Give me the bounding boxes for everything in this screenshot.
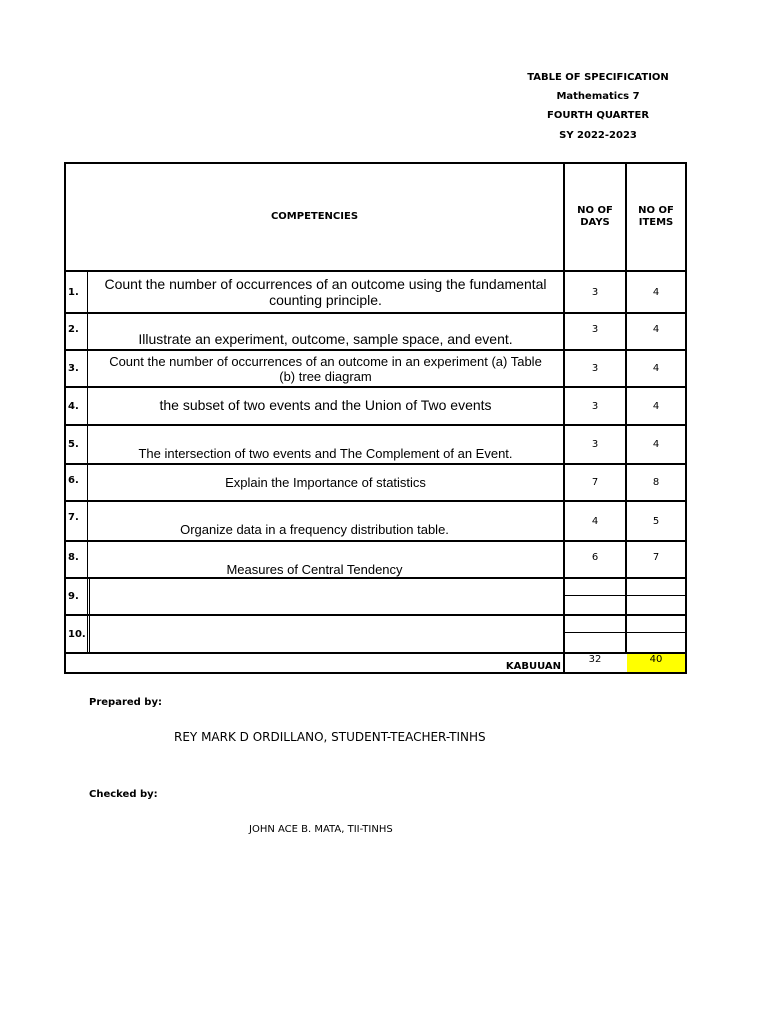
table-row-number: 7. xyxy=(68,512,79,523)
checked-by-name: JOHN ACE B. MATA, TII-TINHS xyxy=(249,824,393,835)
table-row-items: 4 xyxy=(652,324,660,335)
table-row-items: 7 xyxy=(652,552,660,563)
table-row-competency: Illustrate an experiment, outcome, sample space, and event. xyxy=(138,331,513,347)
table-row-days: 3 xyxy=(591,439,599,450)
table-row-days: 4 xyxy=(591,515,599,527)
table-row-competency: the subset of two events and the Union of Two events xyxy=(159,397,492,413)
table-row-competency: Count the number of occurrences of an outcome using the fundamental counting principle. xyxy=(104,276,547,308)
table-row-competency: Measures of Central Tendency xyxy=(226,562,403,577)
table-row-items: 4 xyxy=(652,439,660,450)
table-row-competency: Organize data in a frequency distribution table. xyxy=(180,522,449,537)
checked-by-label: Checked by: xyxy=(89,789,158,800)
column-header-days: NO OF DAYS xyxy=(577,205,613,228)
table-row-items: 4 xyxy=(652,363,660,374)
table-row-days: 3 xyxy=(591,324,599,335)
table-row-days: 7 xyxy=(591,477,599,488)
specification-table xyxy=(64,162,687,674)
table-row-number: 4. xyxy=(68,400,79,412)
table-row-days: 3 xyxy=(591,400,599,412)
table-row-number: 3. xyxy=(68,363,79,374)
doc-subject: Mathematics 7 xyxy=(556,91,640,102)
table-row-days: 3 xyxy=(591,363,599,374)
doc-quarter: FOURTH QUARTER xyxy=(546,110,650,121)
table-row-items: 4 xyxy=(652,286,660,298)
table-row-competency: Explain the Importance of statistics xyxy=(225,475,426,490)
table-row-competency: Count the number of occurrences of an outcome in an experiment (a) Table (b) tree diagram xyxy=(109,353,542,384)
table-row-days: 6 xyxy=(591,552,599,563)
table-row-competency: The intersection of two events and The Complement of an Event. xyxy=(138,446,513,461)
table-row-items: 5 xyxy=(652,515,660,527)
table-row-number: 6. xyxy=(68,475,79,486)
doc-title: TABLE OF SPECIFICATION xyxy=(527,72,669,83)
table-row-items: 8 xyxy=(652,477,660,488)
table-row-number: 1. xyxy=(68,286,79,298)
table-row-days: 3 xyxy=(591,286,599,298)
table-row-number: 9. xyxy=(68,591,79,602)
table-row-number: 5. xyxy=(68,439,79,450)
total-items: 40 xyxy=(627,654,685,672)
prepared-by-name: REY MARK D ORDILLANO, STUDENT-TEACHER-TINHS xyxy=(174,730,486,744)
column-header-items: NO OF ITEMS xyxy=(638,205,674,228)
table-row-competency xyxy=(90,616,563,652)
prepared-by-label: Prepared by: xyxy=(89,697,162,708)
doc-school-year: SY 2022-2023 xyxy=(559,130,637,141)
table-row-number: 2. xyxy=(68,324,79,335)
total-label: KABUUAN xyxy=(505,661,561,672)
table-row-competency xyxy=(90,579,563,614)
table-row-number: 10. xyxy=(68,628,86,640)
table-row-items: 4 xyxy=(652,400,660,412)
column-header-competencies: COMPETENCIES xyxy=(270,211,359,222)
total-days: 32 xyxy=(588,654,602,665)
table-row-number: 8. xyxy=(68,552,79,563)
